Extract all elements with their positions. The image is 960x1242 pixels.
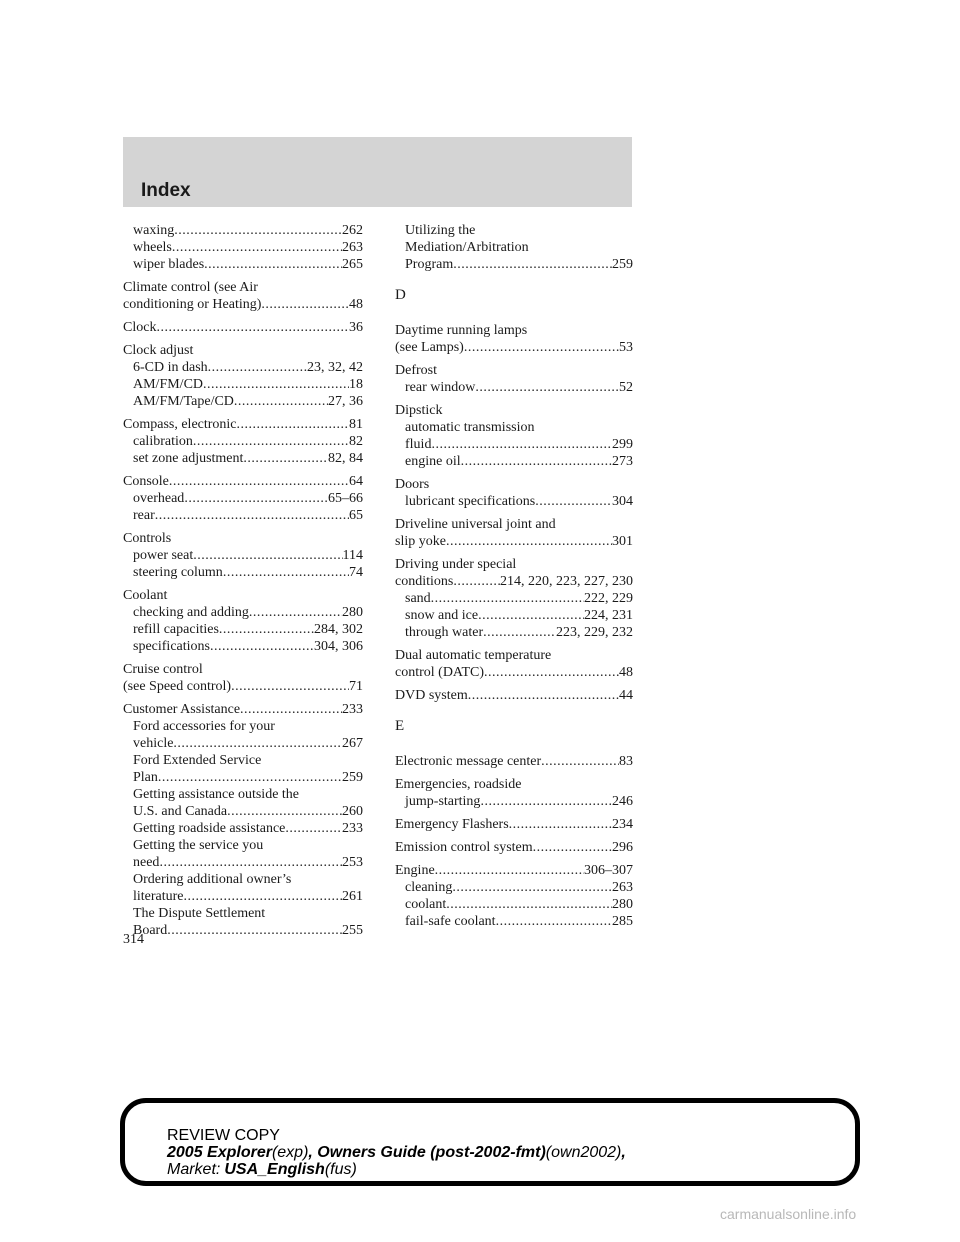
review-copy-model-line: 2005 Explorer(exp), Owners Guide (post-2002-fmt)(own2002), xyxy=(167,1144,626,1161)
entry-text: Driveline universal joint and xyxy=(395,517,556,532)
page-ref: 81 xyxy=(349,417,363,432)
index-entry-line xyxy=(123,296,363,313)
dot-leader xyxy=(210,638,314,655)
page-ref: 214, 220, 223, 227, 230 xyxy=(500,574,633,589)
dot-leader xyxy=(480,793,612,810)
dot-leader xyxy=(169,473,349,490)
index-subentry xyxy=(123,256,363,273)
index-entry-line xyxy=(395,816,633,833)
dot-leader xyxy=(227,803,342,820)
entry-text: conditioning or Heating) xyxy=(123,297,262,312)
index-group-e xyxy=(395,753,633,930)
dot-leader xyxy=(285,820,342,837)
page-ref: 259 xyxy=(342,770,363,785)
page-ref: 44 xyxy=(619,688,633,703)
dot-leader xyxy=(240,701,342,718)
index-entry xyxy=(395,839,633,856)
entry-text: control (DATC) xyxy=(395,665,485,680)
dot-leader xyxy=(231,678,349,695)
dot-leader xyxy=(452,879,612,896)
index-subentry xyxy=(123,359,363,376)
entry-text: wheels xyxy=(133,240,172,255)
dot-leader xyxy=(475,379,619,396)
entry-text: Emergencies, roadside xyxy=(395,777,522,792)
page-ref: 65 xyxy=(349,508,363,523)
entry-text: jump-starting xyxy=(405,794,481,809)
index-entry xyxy=(395,516,633,550)
index-entry-line xyxy=(395,362,633,379)
dot-leader xyxy=(156,319,349,336)
index-subentry xyxy=(123,854,363,871)
page-ref: 280 xyxy=(342,605,363,620)
index-entry xyxy=(395,816,633,833)
entry-text: Program xyxy=(405,257,454,272)
page-ref: 304 xyxy=(612,494,633,509)
page-ref: 261 xyxy=(342,889,363,904)
index-entry-line xyxy=(395,556,633,573)
dot-leader xyxy=(159,854,342,871)
page-ref: 306–307 xyxy=(584,863,633,878)
index-subentry xyxy=(395,256,633,273)
entry-text: overhead xyxy=(133,491,185,506)
dot-leader xyxy=(478,607,584,624)
entry-text: Customer Assistance xyxy=(123,702,241,717)
dot-leader xyxy=(184,490,328,507)
review-copy-text xyxy=(167,1127,626,1178)
index-entry-line xyxy=(395,664,633,681)
index-group-d xyxy=(395,322,633,704)
dot-leader xyxy=(193,433,349,450)
index-entry-line xyxy=(395,687,633,704)
page-ref: 246 xyxy=(612,794,633,809)
dot-leader xyxy=(167,922,342,939)
entry-text: Getting roadside assistance xyxy=(133,821,286,836)
index-subentry xyxy=(395,896,633,913)
entry-text: Daytime running lamps xyxy=(395,323,528,338)
page-ref: 82, 84 xyxy=(328,451,363,466)
dot-leader xyxy=(237,416,349,433)
entry-text: checking and adding xyxy=(133,605,249,620)
dot-leader xyxy=(468,687,619,704)
section-title: Index xyxy=(141,180,191,201)
page-ref: 296 xyxy=(612,840,633,855)
index-entry-line xyxy=(395,533,633,550)
index-entry xyxy=(395,647,633,681)
page-ref: 224, 231 xyxy=(584,608,633,623)
section-header-band xyxy=(123,137,632,207)
entry-text: literature xyxy=(133,889,184,904)
index-entry xyxy=(123,473,363,524)
index-subentry xyxy=(123,769,363,786)
entry-text: Driving under special xyxy=(395,557,517,572)
entry-text: need xyxy=(133,855,160,870)
entry-text: waxing xyxy=(133,223,175,238)
entry-text: Utilizing the xyxy=(405,223,476,238)
dot-leader xyxy=(219,621,314,638)
entry-text: AM/FM/CD xyxy=(133,377,204,392)
index-entry-line xyxy=(395,647,633,664)
entry-text: steering column xyxy=(133,565,223,580)
index-subentry xyxy=(395,590,633,607)
dot-leader xyxy=(431,590,584,607)
section-letter-e: E xyxy=(395,718,405,734)
entry-text: Clock adjust xyxy=(123,343,194,358)
entry-text: Electronic message center xyxy=(395,754,542,769)
index-entry-line xyxy=(395,476,633,493)
index-subentry xyxy=(395,379,633,396)
index-entry-line xyxy=(395,516,633,533)
index-entry xyxy=(123,319,363,336)
index-subentry xyxy=(395,607,633,624)
index-subentry xyxy=(123,433,363,450)
index-subentry xyxy=(395,793,633,810)
index-subentry xyxy=(123,905,363,922)
index-entry xyxy=(123,530,363,581)
dot-leader xyxy=(249,604,342,621)
section-letter-d: D xyxy=(395,287,406,303)
index-entry xyxy=(395,862,633,930)
dot-leader xyxy=(193,547,342,564)
entry-text: Compass, electronic xyxy=(123,417,237,432)
index-entry xyxy=(123,222,363,273)
entry-text: Emission control system xyxy=(395,840,533,855)
entry-text: Doors xyxy=(395,477,430,492)
dot-leader xyxy=(208,359,307,376)
index-entry xyxy=(395,362,633,396)
dot-leader xyxy=(234,393,328,410)
entry-text: Ordering additional owner’s xyxy=(133,872,292,887)
page-ref: 233 xyxy=(342,821,363,836)
dot-leader xyxy=(509,816,612,833)
entry-text: fail-safe coolant xyxy=(405,914,496,929)
entry-text: (see Speed control) xyxy=(123,679,232,694)
page-ref: 53 xyxy=(619,340,633,355)
index-subentry xyxy=(395,222,633,239)
index-subentry xyxy=(395,436,633,453)
index-subentry xyxy=(123,786,363,803)
entry-text: cleaning xyxy=(405,880,453,895)
dot-leader xyxy=(461,453,612,470)
index-entry xyxy=(123,279,363,313)
page-ref: 83 xyxy=(619,754,633,769)
entry-text: AM/FM/Tape/CD xyxy=(133,394,234,409)
page-ref: 71 xyxy=(349,679,363,694)
entry-text: (see Lamps) xyxy=(395,340,464,355)
page-ref: 114 xyxy=(342,548,363,563)
index-subentry xyxy=(395,493,633,510)
entry-text: calibration xyxy=(133,434,193,449)
page-ref: 223, 229, 232 xyxy=(556,625,633,640)
index-subentry xyxy=(123,393,363,410)
page-ref: 48 xyxy=(619,665,633,680)
entry-text: Emergency Flashers xyxy=(395,817,509,832)
index-entry xyxy=(395,753,633,770)
page-ref: 253 xyxy=(342,855,363,870)
entry-text: fluid xyxy=(405,437,432,452)
dot-leader xyxy=(173,735,342,752)
index-subentry xyxy=(123,820,363,837)
dot-leader xyxy=(446,533,612,550)
entry-text: power seat xyxy=(133,548,194,563)
index-subentry xyxy=(395,624,633,641)
index-subentry xyxy=(123,222,363,239)
page-ref: 36 xyxy=(349,320,363,335)
dot-leader xyxy=(158,769,342,786)
entry-text: U.S. and Canada xyxy=(133,804,228,819)
index-subentry xyxy=(123,888,363,905)
index-entry xyxy=(123,701,363,939)
index-group-c-continued xyxy=(395,222,633,273)
page-ref: 273 xyxy=(612,454,633,469)
index-entry xyxy=(395,222,633,273)
index-entry xyxy=(123,661,363,695)
watermark: carmanualsonline.info xyxy=(720,1206,857,1222)
page-ref: 52 xyxy=(619,380,633,395)
index-entry-line xyxy=(395,322,633,339)
index-entry-line xyxy=(395,402,633,419)
page-ref: 267 xyxy=(342,736,363,751)
index-entry-line xyxy=(123,319,363,336)
page-ref: 27, 36 xyxy=(328,394,363,409)
dot-leader xyxy=(203,376,349,393)
page-ref: 262 xyxy=(342,223,363,238)
index-entry-line xyxy=(123,530,363,547)
entry-text: Plan xyxy=(133,770,158,785)
dot-leader xyxy=(453,256,612,273)
index-subentry xyxy=(123,837,363,854)
dot-leader xyxy=(453,573,500,590)
entry-text: Cruise control xyxy=(123,662,203,677)
index-subentry xyxy=(123,507,363,524)
page-ref: 285 xyxy=(612,914,633,929)
entry-text: slip yoke xyxy=(395,534,446,549)
entry-text: Getting the service you xyxy=(133,838,264,853)
entry-text: Defrost xyxy=(395,363,437,378)
entry-text: lubricant specifications xyxy=(405,494,536,509)
index-subentry xyxy=(123,547,363,564)
index-subentry xyxy=(123,450,363,467)
index-subentry xyxy=(123,922,363,939)
index-subentry xyxy=(395,453,633,470)
dot-leader xyxy=(243,450,328,467)
index-subentry xyxy=(123,604,363,621)
index-subentry xyxy=(123,718,363,735)
index-entry-line xyxy=(395,573,633,590)
index-entry-line xyxy=(395,776,633,793)
entry-text: Climate control (see Air xyxy=(123,280,258,295)
page-ref: 280 xyxy=(612,897,633,912)
index-column-right xyxy=(395,222,633,936)
page-ref: 263 xyxy=(342,240,363,255)
entry-text: Getting assistance outside the xyxy=(133,787,300,802)
index-entry-line xyxy=(123,342,363,359)
page-ref: 259 xyxy=(612,257,633,272)
page-ref: 74 xyxy=(349,565,363,580)
entry-text: automatic transmission xyxy=(405,420,535,435)
entry-text: Ford Extended Service xyxy=(133,753,262,768)
page-ref: 255 xyxy=(342,923,363,938)
index-subentry xyxy=(123,239,363,256)
page-ref: 234 xyxy=(612,817,633,832)
index-entry xyxy=(123,416,363,467)
index-entry-line xyxy=(395,862,633,879)
index-entry xyxy=(123,587,363,655)
index-entry xyxy=(395,402,633,470)
index-entry-line xyxy=(123,473,363,490)
page-ref: 304, 306 xyxy=(314,639,363,654)
page-ref: 260 xyxy=(342,804,363,819)
entry-text: 6-CD in dash xyxy=(133,360,208,375)
entry-text: DVD system xyxy=(395,688,468,703)
page-ref: 222, 229 xyxy=(584,591,633,606)
entry-text: refill capacities xyxy=(133,622,219,637)
page-ref: 265 xyxy=(342,257,363,272)
index-subentry xyxy=(395,419,633,436)
entry-text: The Dispute Settlement xyxy=(133,906,266,921)
page-ref: 23, 32, 42 xyxy=(307,360,363,375)
dot-leader xyxy=(484,664,619,681)
page-ref: 263 xyxy=(612,880,633,895)
dot-leader xyxy=(174,222,342,239)
entry-text: Coolant xyxy=(123,588,168,603)
index-entry-line xyxy=(395,339,633,356)
entry-text: engine oil xyxy=(405,454,461,469)
entry-text: Console xyxy=(123,474,169,489)
dot-leader xyxy=(535,493,612,510)
index-subentry xyxy=(123,735,363,752)
index-entry xyxy=(395,776,633,810)
index-subentry xyxy=(123,638,363,655)
entry-text: Controls xyxy=(123,531,172,546)
dot-leader xyxy=(533,839,612,856)
entry-text: through water xyxy=(405,625,484,640)
entry-text: wiper blades xyxy=(133,257,205,272)
entry-text: rear window xyxy=(405,380,476,395)
dot-leader xyxy=(431,436,612,453)
page-ref: 18 xyxy=(349,377,363,392)
dot-leader xyxy=(435,862,584,879)
entry-text: rear xyxy=(133,508,155,523)
index-entry xyxy=(395,687,633,704)
entry-text: Dipstick xyxy=(395,403,443,418)
index-subentry xyxy=(395,879,633,896)
page-ref: 48 xyxy=(349,297,363,312)
dot-leader xyxy=(184,888,342,905)
dot-leader xyxy=(155,507,349,524)
page-ref: 82 xyxy=(349,434,363,449)
entry-text: set zone adjustment xyxy=(133,451,244,466)
dot-leader xyxy=(261,296,349,313)
index-subentry xyxy=(395,913,633,930)
review-copy-market-line: Market: USA_English(fus) xyxy=(167,1161,357,1178)
page-ref: 301 xyxy=(612,534,633,549)
entry-text: conditions xyxy=(395,574,454,589)
entry-text: Mediation/Arbitration xyxy=(405,240,529,255)
entry-text: vehicle xyxy=(133,736,174,751)
index-entry-line xyxy=(123,279,363,296)
index-entry xyxy=(123,342,363,410)
page-ref: 65–66 xyxy=(328,491,363,506)
index-entry xyxy=(395,476,633,510)
index-entry-line xyxy=(123,587,363,604)
dot-leader xyxy=(541,753,619,770)
index-column-left xyxy=(123,222,363,945)
entry-text: Clock xyxy=(123,320,157,335)
dot-leader xyxy=(204,256,342,273)
dot-leader xyxy=(496,913,612,930)
index-subentry xyxy=(123,621,363,638)
entry-text: Engine xyxy=(395,863,435,878)
page-ref: 299 xyxy=(612,437,633,452)
index-subentry xyxy=(123,803,363,820)
entry-text: Ford accessories for your xyxy=(133,719,275,734)
page-ref: 64 xyxy=(349,474,363,489)
entry-text: snow and ice xyxy=(405,608,479,623)
index-subentry xyxy=(123,490,363,507)
dot-leader xyxy=(483,624,556,641)
index-entry-line xyxy=(123,416,363,433)
index-entry xyxy=(395,322,633,356)
page-ref: 233 xyxy=(342,702,363,717)
page-ref: 284, 302 xyxy=(314,622,363,637)
index-entry-line xyxy=(123,701,363,718)
entry-text: Dual automatic temperature xyxy=(395,648,552,663)
index-entry-line xyxy=(123,678,363,695)
entry-text: coolant xyxy=(405,897,447,912)
index-subentry xyxy=(123,871,363,888)
index-entry xyxy=(395,556,633,641)
dot-leader xyxy=(223,564,349,581)
dot-leader xyxy=(446,896,612,913)
index-entry-line xyxy=(123,661,363,678)
entry-text: specifications xyxy=(133,639,210,654)
index-subentry xyxy=(123,376,363,393)
index-subentry xyxy=(123,564,363,581)
index-entry-line xyxy=(395,839,633,856)
dot-leader xyxy=(464,339,619,356)
index-subentry xyxy=(123,752,363,769)
entry-text: Board xyxy=(133,923,168,938)
review-copy-box xyxy=(120,1098,860,1186)
entry-text: sand xyxy=(405,591,431,606)
index-subentry xyxy=(395,239,633,256)
review-copy-label: REVIEW COPY xyxy=(167,1127,280,1144)
index-entry-line xyxy=(395,753,633,770)
page-number: 314 xyxy=(123,932,144,947)
dot-leader xyxy=(172,239,342,256)
